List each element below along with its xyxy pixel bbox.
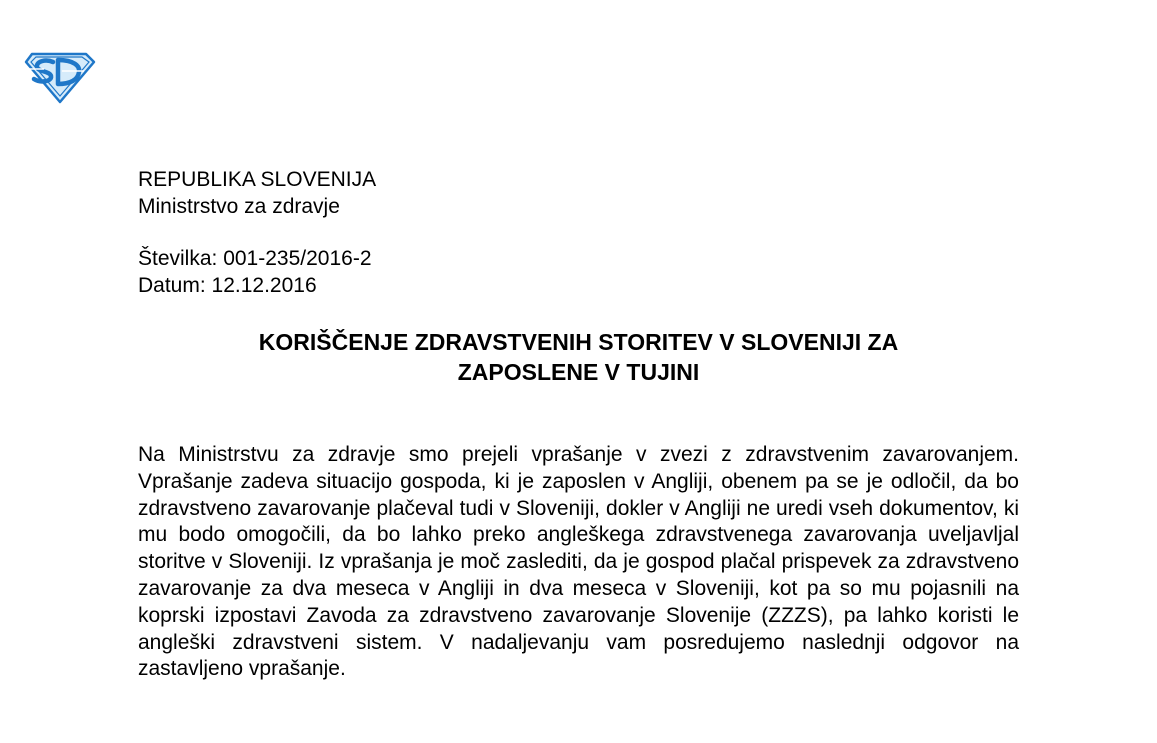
document-meta — [138, 245, 372, 299]
title-line-1: KORIŠČENJE ZDRAVSTVENIH STORITEV V SLOVENIJI ZA — [258, 329, 899, 355]
document-title — [138, 327, 1019, 387]
title-line-2: ZAPOSLENE V TUJINI — [457, 359, 700, 385]
ministry-logo — [22, 50, 96, 104]
letterhead — [138, 166, 376, 220]
body-paragraph-1: Na Ministrstvu za zdravje smo prejeli vprašanje v zvezi z zdravstvenim zavarovanjem. Vprašanje zadeva situacijo gospoda, ki je zaposlen v Angliji, obenem pa se je odločil, da bo zdravstveno zavarovanje plačeval tudi v Sloveniji, dokler v Angliji ne uredi vseh dokumentov, ki mu bodo omogočili, da bo lahko preko angleškega zdravstvenega zavarovanja uveljavljal storitve v Sloveniji. Iz vprašanja je moč zaslediti, da je gospod plačal prispevek za zdravstveno zavarovanje za dva meseca v Angliji in dva meseca v Sloveniji, kot pa so mu pojasnili na koprski izpostavi Zavoda za zdravstveno zavarovanje Slovenije (ZZZS), pa lahko koristi le angleški zdravstveni sistem. V nadaljevanju vam posredujemo naslednji odgovor na zastavljeno vprašanje. — [138, 443, 1019, 681]
document-date: Datum: 12.12.2016 — [138, 274, 317, 297]
department-name: Ministrstvo za zdravje — [138, 195, 340, 218]
organization-name: REPUBLIKA SLOVENIJA — [138, 168, 377, 191]
shield-logo-icon — [22, 50, 96, 104]
document-number: Številka: 001-235/2016-2 — [138, 247, 372, 270]
